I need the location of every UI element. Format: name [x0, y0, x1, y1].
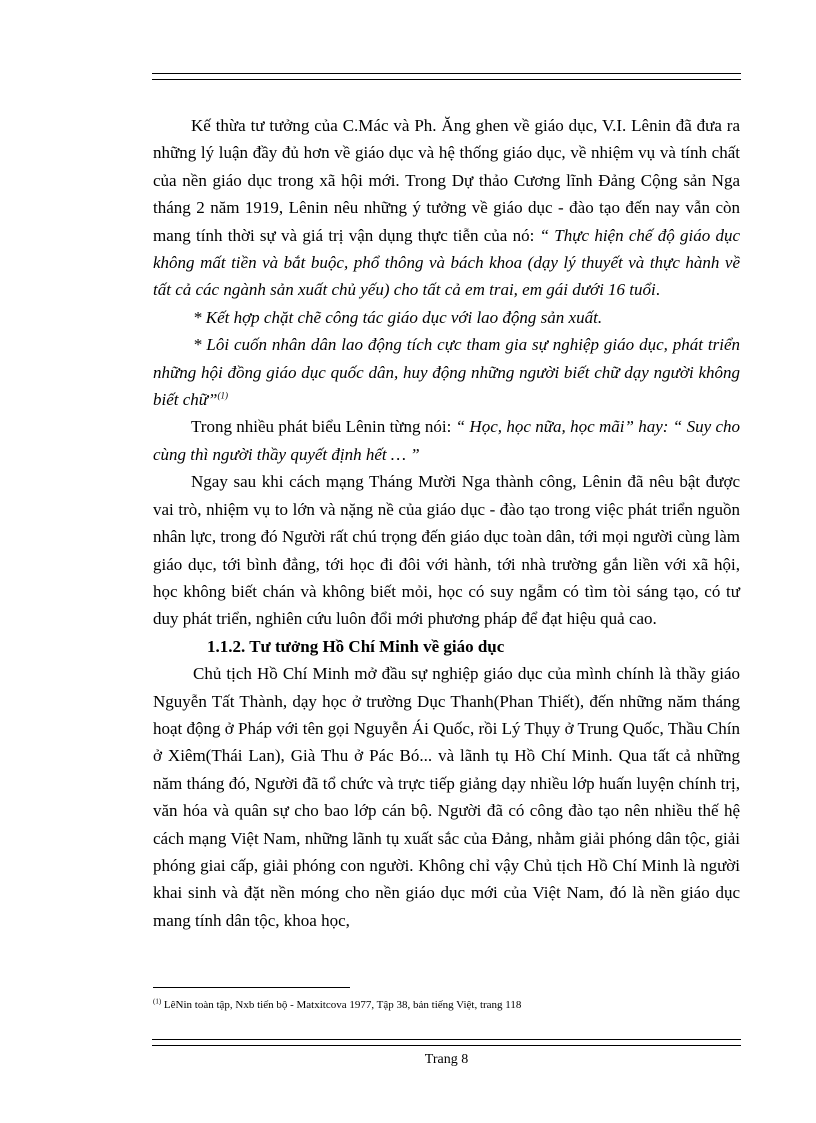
page-number: Trang 8 [424, 1052, 469, 1067]
paragraph-october-revolution: Ngay sau khi cách mạng Tháng Mười Nga thành công, Lênin đã nêu bật được vai trò, nhiệm vụ to lớn và nặng nề của giáo dục - đào tạo trong việc phát triển nguồn nhân lực, trong đó Người rất chú trọng đến giáo dục toàn dân, tới mọi người cùng làm giáo dục, tới bình đẳng, tới học đi đôi với hành, tới nhà trường gắn liền với xã hội, học không biết chán và không biết mỏi, học có suy ngẫm có tìm tòi sáng tạo, có tư duy phát triển, nghiên cứu luôn đổi mới phương pháp để đạt hiệu quả cao. [153, 472, 740, 629]
section-heading: 1.1.2. Tư tưởng Hồ Chí Minh về giáo dục [207, 636, 505, 656]
footnote-rule [153, 987, 350, 988]
bullet-text: * Lôi cuốn nhân dân lao động tích cực tham gia sự nghiệp giáo dục, phát triển những hội đồng giáo dục quốc dân, huy động những người biết chữ dạy người không biết chữ” [153, 335, 740, 410]
footnote [153, 998, 740, 1012]
document-body [153, 112, 740, 934]
footer-rule [152, 1039, 741, 1046]
quote-text: “ Thực hiện chế độ giáo dục không mất tiền và bắt buộc, phổ thông và bách khoa (dạy lý thuyết và thực hành về tất cả các ngành sản xuất chủ yếu) cho tất cả em trai, em gái dưới 16 tuổi [153, 225, 740, 300]
footnote-marker: (1) [153, 997, 162, 1006]
quote-text: “ Học, học nữa, học mãi” hay: “ Suy cho cùng thì người thầy quyết định hết … ” [153, 417, 740, 464]
paragraph-text: Kế thừa tư tưởng của C.Mác và Ph. Ăng ghen về giáo dục, V.I. Lênin đã đưa ra những lý luận đầy đủ hơn về giáo dục và hệ thống giáo dục, về nhiệm vụ và tính chất của nền giáo dục trong xã hội mới. Trong Dự thảo Cương lĩnh Đảng Cộng sản Nga tháng 2 năm 1919, Lênin nêu những ý tưởng về giáo dục - đào tạo đến nay vẫn còn mang tính thời sự và giá trị vận dụng thực tiễn của nó: [153, 116, 740, 245]
paragraph-text: Trong nhiều phát biểu Lênin từng nói: [191, 417, 456, 437]
punctuation: . [655, 280, 660, 300]
footnote-reference[interactable]: (1) [217, 390, 229, 401]
footnote-text: LêNin toàn tập, Nxb tiến bộ - Matxitcova 1977, Tập 38, bản tiếng Việt, trang 118 [161, 999, 522, 1011]
header-rule [152, 73, 741, 80]
paragraph-lenin-quote [153, 413, 740, 468]
bullet-mobilize [153, 331, 740, 413]
paragraph-ho-chi-minh: Chủ tịch Hồ Chí Minh mở đầu sự nghiệp giáo dục của mình chính là thầy giáo Nguyễn Tất Thành, dạy học ở trường Dục Thanh(Phan Thiết), đến những năm tháng hoạt động ở Pháp với tên gọi Nguyễn Ái Quốc, rồi Lý Thụy ở Trung Quốc, Thầu Chín ở Xiêm(Thái Lan), Già Thu ở Pác Bó... và lãnh tụ Hồ Chí Minh. Qua tất cả những năm tháng đó, Người đã tổ chức và trực tiếp giảng dạy nhiều lớp huấn luyện chính trị, văn hóa và quân sự cho bao lớp cán bộ. Người đã có công đào tạo nên nhiều thế hệ cách mạng Việt Nam, những lãnh tụ xuất sắc của Đảng, nhằm giải phóng dân tộc, giải phóng giai cấp, giải phóng con người. Không chỉ vậy Chủ tịch Hồ Chí Minh là người khai sinh và đặt nền móng cho nền giáo dục mới của Việt Nam, đó là nền giáo dục mang tính dân tộc, khoa học, [153, 664, 740, 930]
bullet-labor: * Kết hợp chặt chẽ công tác giáo dục với lao động sản xuất. [193, 307, 603, 327]
paragraph-lenin-intro [153, 112, 740, 304]
